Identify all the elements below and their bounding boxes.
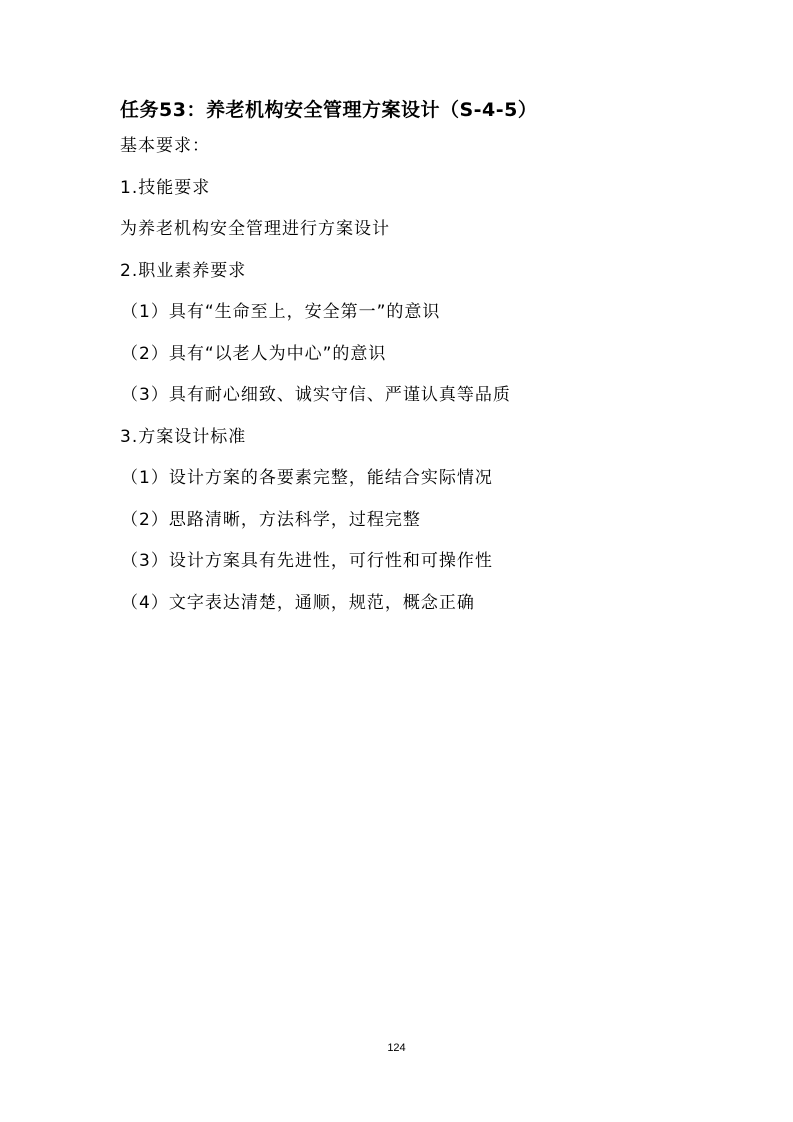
quality-item-2: （2）具有“以老人为中心”的意识 <box>121 344 387 364</box>
quality-item-1: （1）具有“生命至上，安全第一”的意识 <box>121 302 441 322</box>
page-number: 124 <box>387 1042 406 1054</box>
skill-requirements-heading: 1.技能要求 <box>120 178 211 198</box>
basic-requirements-heading: 基本要求： <box>120 136 210 156</box>
professional-quality-heading: 2.职业素养要求 <box>120 261 247 281</box>
quality-item-3: （3）具有耐心细致、诚实守信、严谨认真等品质 <box>121 385 511 405</box>
standard-item-3: （3）设计方案具有先进性，可行性和可操作性 <box>121 551 493 571</box>
design-standards-heading: 3.方案设计标准 <box>120 427 247 447</box>
standard-item-2: （2）思路清晰，方法科学，过程完整 <box>121 510 421 530</box>
standard-item-1: （1）设计方案的各要素完整，能结合实际情况 <box>121 468 493 488</box>
task-title: 任务53：养老机构安全管理方案设计（S-4-5） <box>120 99 538 121</box>
skill-requirement-text: 为养老机构安全管理进行方案设计 <box>120 219 390 239</box>
standard-item-4: （4）文字表达清楚，通顺，规范，概念正确 <box>121 593 475 613</box>
